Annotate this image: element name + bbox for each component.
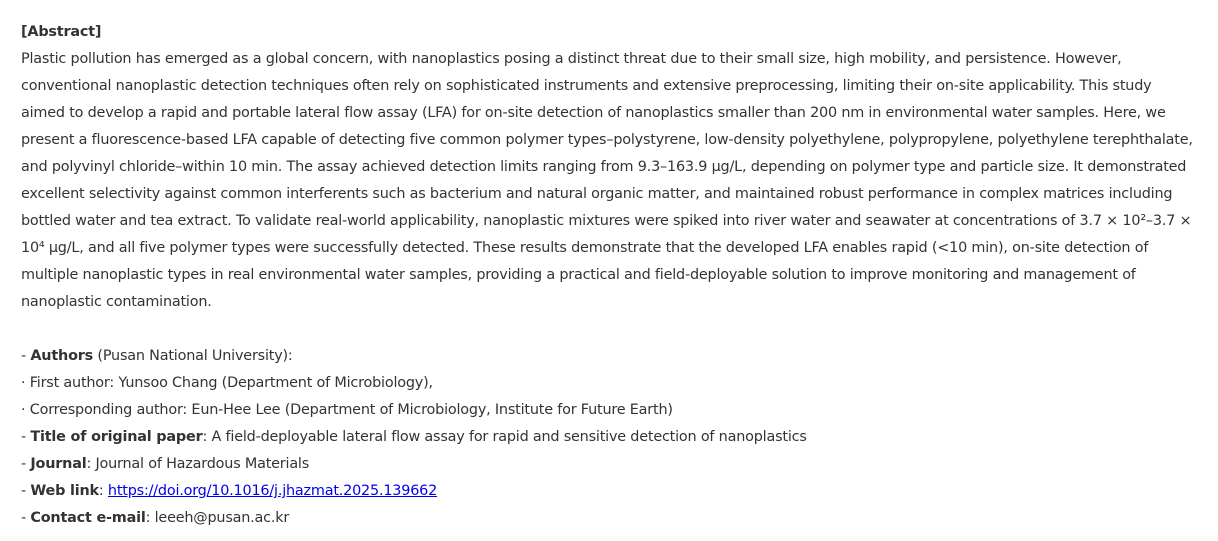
- doi-link[interactable]: https://doi.org/10.1016/j.jhazmat.2025.139662: [107, 483, 438, 499]
- weblink-sep: :: [98, 483, 108, 499]
- title-value: : A field-deployable lateral flow assay for rapid and sensitive detection of nanoplastics: [202, 429, 807, 445]
- weblink-prefix: -: [21, 483, 31, 499]
- abstract-text: Plastic pollution has emerged as a global concern, with nanoplastics posing a distinct threat due to their small size, high mobility, and persistence. However, conventional nanoplastic detection techniques often rely on sophisticated instruments and extensive preprocessing, limiting their on-site applicability. This study aimed to develop a rapid and portable lateral flow assay (LFA) for on-site detection of nanoplastics smaller than 200 nm in environmental water samples. Here, we present a fluorescence-based LFA capable of detecting five common polymer types–polystyrene, low-density polyethylene, polypropylene, polyethylene terephthalate, and polyvinyl chloride–within 10 min. The assay achieved detection limits ranging from 9.3–163.9 μg/L, depending on polymer type and particle size. It demonstrated excellent selectivity against common interferents such as bacterium and natural organic matter, and maintained robust performance in complex matrices including bottled water and tea extract. To validate real-world applicability, nanoplastic mixtures were spiked into river water and seawater at concentrations of 3.7 × 10²–3.7 × 10⁴ μg/L, and all five polymer types were successfully detected. These results demonstrate that the developed LFA enables rapid (<10 min), on-site detection of multiple nanoplastic types in real environmental water samples, providing a practical and field-deployable solution to improve monitoring and management of nanoplastic contamination.: [21, 51, 1193, 310]
- weblink-label: Web link: [30, 483, 99, 499]
- email-prefix: -: [21, 510, 31, 526]
- contact-email-line: [21, 505, 1197, 532]
- title-label: Title of original paper: [30, 429, 203, 445]
- journal-label: Journal: [30, 456, 87, 472]
- authors-prefix: -: [21, 348, 31, 364]
- journal-value: : Journal of Hazardous Materials: [86, 456, 310, 472]
- journal-prefix: -: [21, 456, 31, 472]
- title-prefix: -: [21, 429, 31, 445]
- authors-affiliation: (Pusan National University):: [93, 348, 293, 364]
- corresponding-author-line: · Corresponding author: Eun-Hee Lee (Department of Microbiology, Institute for Future Earth): [21, 402, 673, 418]
- authors-label: Authors: [30, 348, 94, 364]
- paper-title-line: [21, 424, 1197, 451]
- article-body: [21, 19, 1197, 532]
- abstract-heading: [Abstract]: [21, 24, 102, 40]
- web-link-line: [21, 478, 1197, 505]
- email-value: : leeeh@pusan.ac.kr: [145, 510, 290, 526]
- journal-line: [21, 451, 1197, 478]
- authors-line: [21, 343, 1197, 370]
- email-label: Contact e-mail: [30, 510, 146, 526]
- first-author-line: · First author: Yunsoo Chang (Department of Microbiology),: [21, 375, 433, 391]
- spacer: [21, 316, 1197, 343]
